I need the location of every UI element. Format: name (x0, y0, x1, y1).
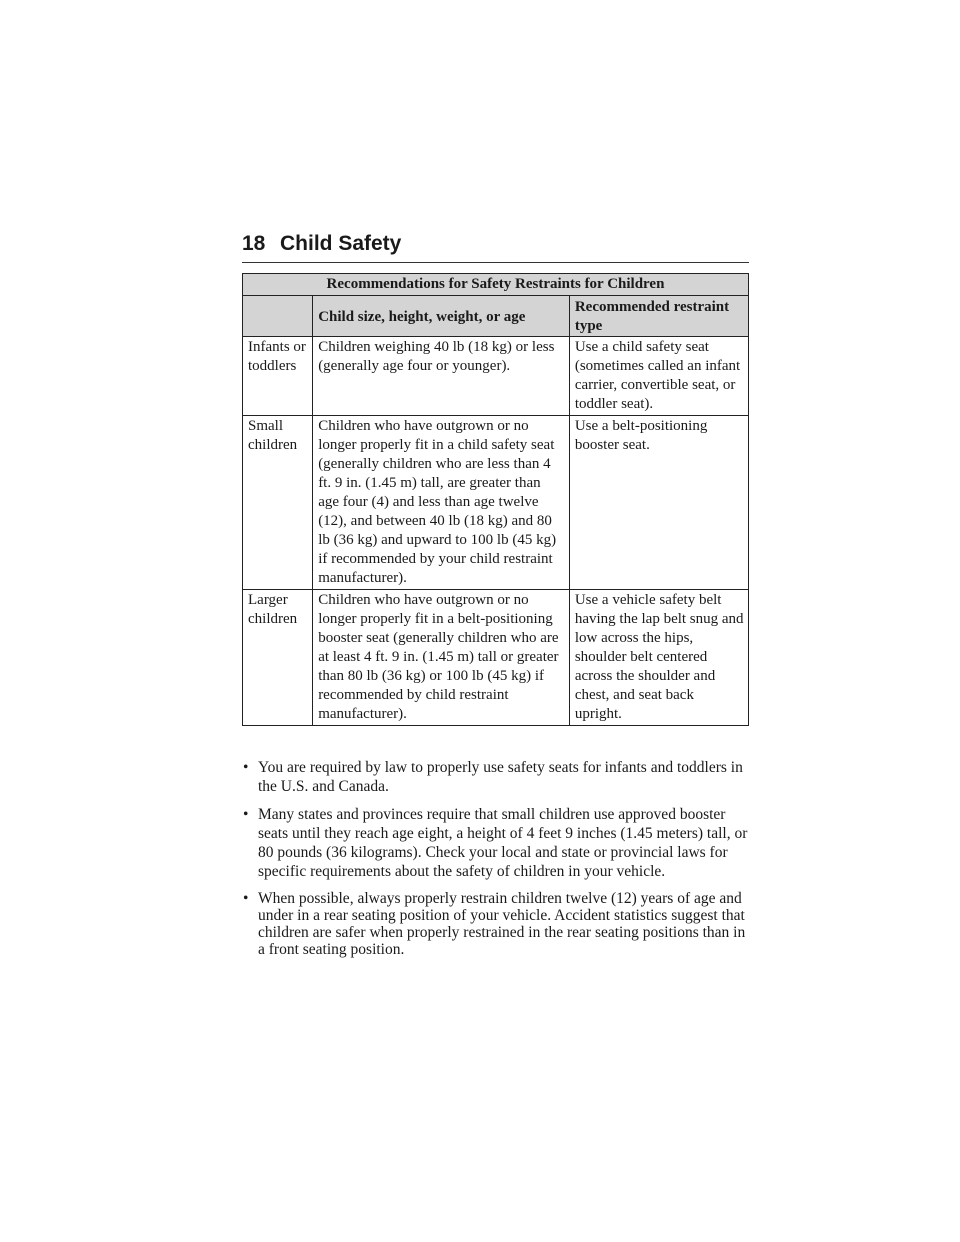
bullet-text: When possible, always properly restrain children twelve (12) years of age and under in a rear seating position of your vehicle. Accident statistics suggest that children are safer when properly restrained in the rear seating positions than in a front seating position. (258, 890, 746, 958)
row-category: Small children (243, 416, 313, 590)
table-row (243, 416, 749, 590)
bullet-icon: • (243, 759, 249, 776)
column-header-category (243, 296, 313, 337)
table-title: Recommendations for Safety Restraints for Children (243, 274, 749, 296)
restraints-table (242, 273, 749, 726)
page-number: 18 (242, 232, 266, 255)
row-restraint: Use a vehicle safety belt having the lap belt snug and low across the hips, shoulder belt centered across the shoulder and chest, and seat back upright. (569, 590, 748, 726)
bullet-icon: • (243, 806, 249, 823)
column-header-size: Child size, height, weight, or age (313, 296, 570, 337)
row-category: Infants or toddlers (243, 337, 313, 416)
bullet-text: You are required by law to properly use safety seats for infants and toddlers in the U.S. and Canada. (258, 759, 743, 795)
list-item (242, 758, 752, 796)
section-title: Child Safety (280, 232, 402, 255)
row-size: Children weighing 40 lb (18 kg) or less (generally age four or younger). (313, 337, 570, 416)
row-category: Larger children (243, 590, 313, 726)
table-row (243, 590, 749, 726)
table-row (243, 337, 749, 416)
table-title-row (243, 274, 749, 296)
row-size: Children who have outgrown or no longer properly fit in a belt-positioning booster seat (generally children who are at least 4 ft. 9 in. (1.45 m) tall or greater than 80 lb (36 kg) or 100 lb (45 kg) if recommended by child restraint manufacturer). (313, 590, 570, 726)
bullet-icon: • (243, 890, 249, 907)
bullet-text: Many states and provinces require that small children use approved booster seats until they reach age eight, a height of 4 feet 9 inches (1.45 meters) tall, or 80 pounds (36 kilograms). Check your local and state or provincial laws for specific requirements about the safety of children in your vehicle. (258, 806, 748, 880)
bullet-list (242, 758, 752, 967)
row-restraint: Use a child safety seat (sometimes called an infant carrier, convertible seat, or toddler seat). (569, 337, 748, 416)
row-size: Children who have outgrown or no longer properly fit in a child safety seat (generally children who are less than 4 ft. 9 in. (1.45 m) tall, are greater than age four (4) and less than age twelve (12), and between 40 lb (18 kg) and 80 lb (36 kg) and upward to 100 lb (45 kg) if recommended by your child restraint manufacturer). (313, 416, 570, 590)
list-item (242, 890, 752, 958)
row-restraint: Use a belt-positioning booster seat. (569, 416, 748, 590)
table-header-row (243, 296, 749, 337)
column-header-restraint: Recommended restraint type (569, 296, 748, 337)
page-header (242, 228, 749, 263)
list-item (242, 805, 752, 881)
